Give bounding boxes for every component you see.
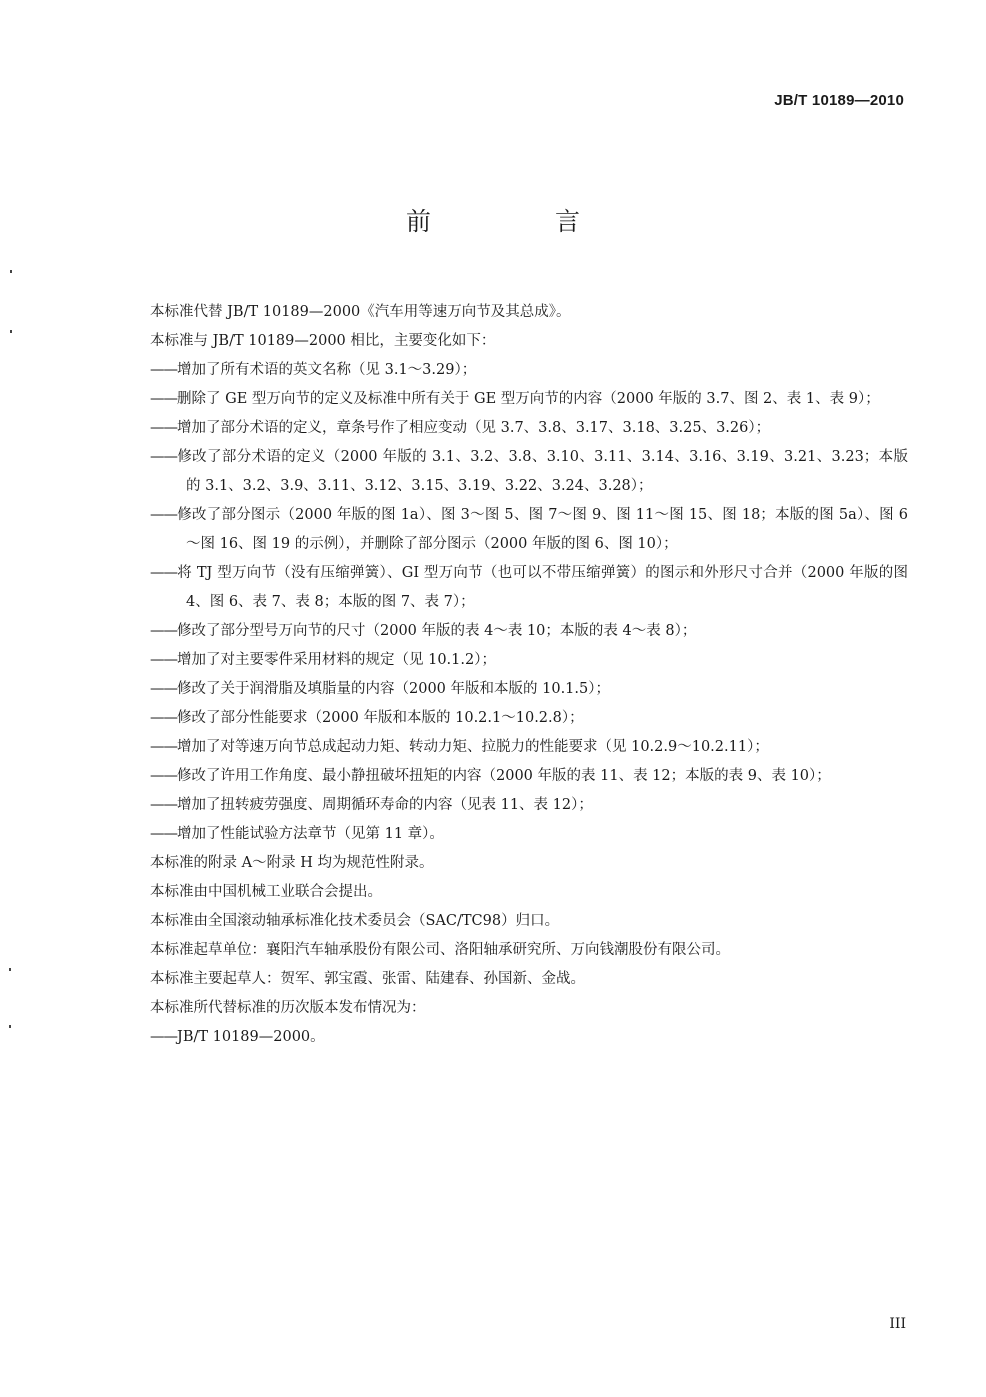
change-item: ——增加了对等速万向节总成起动力矩、转动力矩、拉脱力的性能要求（见 10.2.9～10.2.11）； [150, 739, 769, 755]
change-item: ——删除了 GE 型万向节的定义及标准中所有关于 GE 型万向节的内容（2000 年版的 3.7、图 2、表 1、表 9）； [150, 391, 880, 407]
standard-code: JB/T 10189—2010 [774, 92, 904, 109]
paragraph: 本标准由全国滚动轴承标准化技术委员会（SAC/TC98）归口。 [150, 913, 560, 929]
change-item: ——将 TJ 型万向节（没有压缩弹簧）、GI 型万向节（也可以不带压缩弹簧）的图示和外形尺寸合并（2000 年版的图 4、图 6、表 7、表 8；本版的图 7、表 7）； [150, 565, 908, 610]
change-item: ——增加了性能试验方法章节（见第 11 章）。 [150, 826, 444, 842]
change-item: ——修改了关于润滑脂及填脂量的内容（2000 年版和本版的 10.1.5）； [150, 681, 610, 697]
previous-version-item: ——JB/T 10189—2000。 [150, 1029, 325, 1045]
change-item: ——修改了部分术语的定义（2000 年版的 3.1、3.2、3.8、3.10、3.11、3.14、3.16、3.19、3.21、3.23；本版的 3.1、3.2、3.9、3.11、3.12、3.15、3.19、3.22、3.24、3.28）； [150, 449, 908, 494]
change-item: ——修改了部分型号万向节的尺寸（2000 年版的表 4～表 10；本版的表 4～表 8）； [150, 623, 697, 639]
change-item: ——修改了部分性能要求（2000 年版和本版的 10.2.1～10.2.8）； [150, 710, 584, 726]
scan-speck [10, 330, 12, 333]
foreword-body [150, 298, 908, 1052]
scan-speck [9, 968, 11, 971]
paragraph: 本标准的附录 A～附录 H 均为规范性附录。 [150, 855, 434, 871]
paragraph: 本标准由中国机械工业联合会提出。 [150, 884, 382, 900]
change-item: ——修改了许用工作角度、最小静扭破坏扭矩的内容（2000 年版的表 11、表 12；本版的表 9、表 10）； [150, 768, 831, 784]
change-item: ——增加了部分术语的定义，章条号作了相应变动（见 3.7、3.8、3.17、3.18、3.25、3.26）； [150, 420, 771, 436]
change-item: ——增加了扭转疲劳强度、周期循环寿命的内容（见表 11、表 12）； [150, 797, 593, 813]
paragraph: 本标准代替 JB/T 10189—2000《汽车用等速万向节及其总成》。 [150, 304, 571, 320]
scan-speck [9, 1025, 11, 1028]
change-item: ——修改了部分图示（2000 年版的图 1a）、图 3～图 5、图 7～图 9、图 11～图 15、图 18；本版的图 5a）、图 6～图 16、图 19 的示例），并删除了部分图示（2000 年版的图 6、图 10）； [150, 507, 908, 552]
paragraph: 本标准与 JB/T 10189—2000 相比，主要变化如下： [150, 333, 496, 349]
paragraph: 本标准所代替标准的历次版本发布情况为： [150, 1000, 426, 1016]
page-number: III [889, 1316, 906, 1332]
paragraph: 本标准起草单位：襄阳汽车轴承股份有限公司、洛阳轴承研究所、万向钱潮股份有限公司。 [150, 942, 730, 958]
change-item: ——增加了所有术语的英文名称（见 3.1～3.29）； [150, 362, 477, 378]
page-title: 前 言 [406, 207, 638, 236]
change-item: ——增加了对主要零件采用材料的规定（见 10.1.2）； [150, 652, 496, 668]
scan-speck [10, 270, 12, 273]
paragraph: 本标准主要起草人：贺军、郭宝霞、张雷、陆建春、孙国新、金战。 [150, 971, 585, 987]
